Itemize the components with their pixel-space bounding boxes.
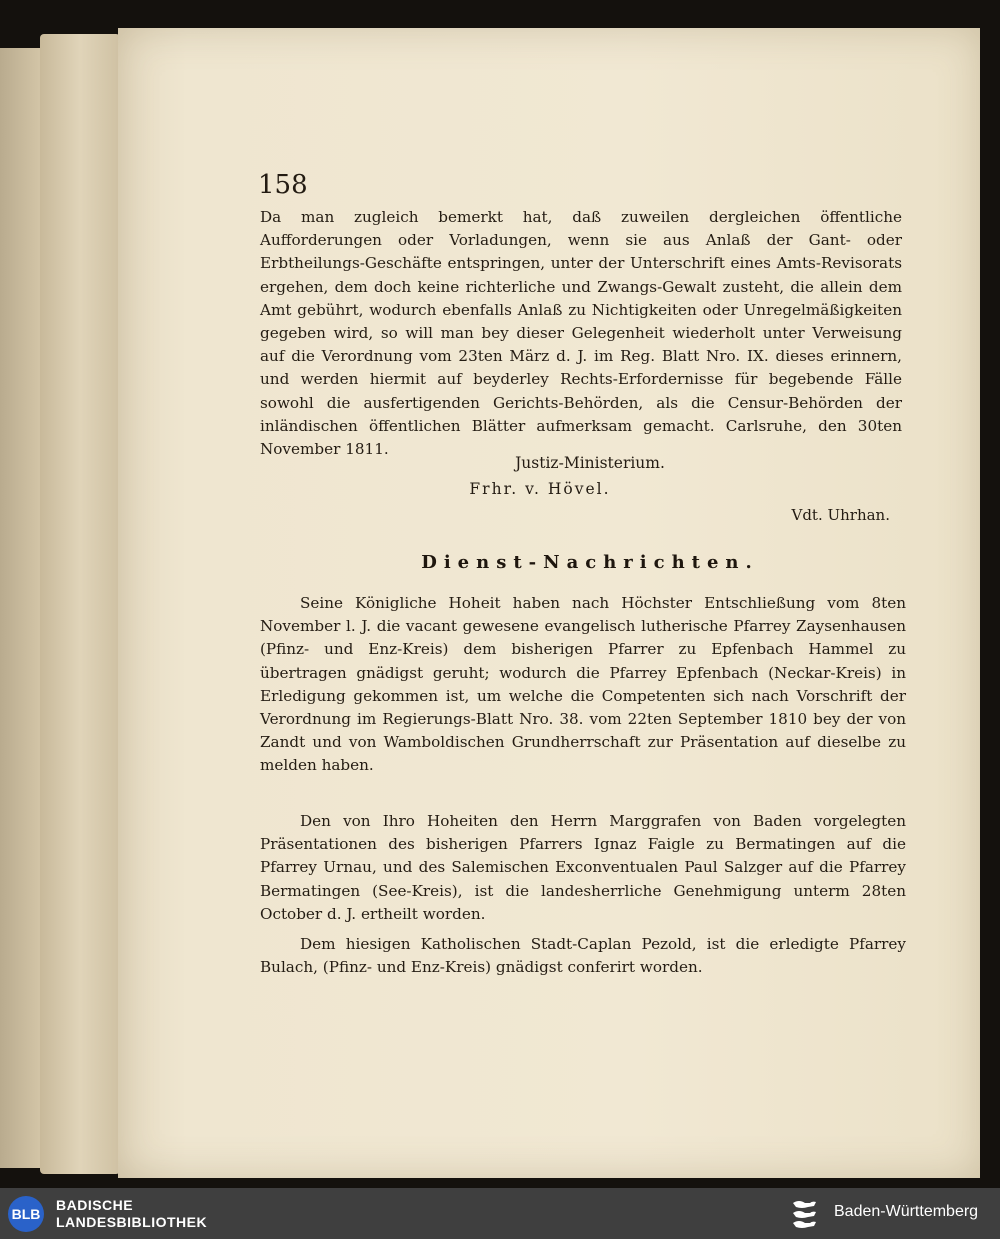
signatory: Frhr. v. Hövel. [469, 480, 611, 498]
service-news-paragraph-3: Dem hiesigen Katholischen Stadt-Caplan Pezold, ist die erledigte Pfarrey Bulach, (Pfinz- und Enz-Kreis) gnädigst conferirt worden. [260, 935, 906, 977]
notice-paragraph: Da man zugleich bemerkt hat, daß zuweilen dergleichen öffentliche Aufforderungen oder Vorladungen, wenn sie aus Anlaß der Gant- oder Erbtheilungs-Geschäfte entspringen, unter der Unterschrift eines Amts-Revisorats ergehen, dem doch keine richterliche und Zwangs-Gewalt zusteht, die allein dem Amt gebührt, wodurch ebenfalls Anlaß zu Nichtigkeiten oder Unregelmäßigkeiten gegeben wird, so will man bey dieser Gelegenheit wiederholt unter Verweisung auf die Verordnung vom 23ten März d. J. im Reg. Blatt Nro. IX. dieses erinnern, und werden hiermit auf beyderley Rechts-Erfordernisse für begebende Fälle sowohl die ausfertigenden Gerichts-Behörden, als die Censur-Behörden der inländischen öffentlichen Blätter aufmerksam gemacht. Carlsruhe, den 30ten November 1811. [260, 208, 902, 459]
lions-crest-icon[interactable] [790, 1197, 824, 1231]
state-name[interactable]: Baden-Württemberg [834, 1203, 979, 1220]
page-number: 158 [258, 170, 308, 200]
blb-logo[interactable]: BLB [8, 1196, 44, 1232]
section-heading: Dienst-Nachrichten. [421, 552, 759, 573]
ministry-name: Justiz-Ministerium. [515, 454, 665, 472]
library-name-line1: BADISCHE [56, 1197, 134, 1213]
vidit-signature: Vdt. Uhrhan. [791, 506, 890, 524]
service-news-paragraph-1: Seine Königliche Hoheit haben nach Höchster Entschließung vom 8ten November l. J. die vacant gewesene evangelisch lutherische Pfarrey Zaysenhausen (Pfinz- und Enz-Kreis) dem bisherigen Pfarrer zu Epfenbach Hammel zu übertragen gnädigst geruht; wodurch die Pfarrey Epfenbach (Neckar-Kreis) in Erledigung gekommen ist, um welche die Competenten sich nach Vorschrift der Verordnung im Regierungs-Blatt Nro. 38. vom 22ten September 1810 bey der von Zandt und von Wamboldischen Grundherrschaft zur Präsentation auf dieselbe zu melden haben. [260, 594, 906, 775]
service-news-paragraph-2: Den von Ihro Hoheiten den Herrn Marggrafen von Baden vorgelegten Präsentationen des bisherigen Pfarrers Ignaz Faigle zu Bermatingen auf die Pfarrey Urnau, und des Salemischen Exconventualen Paul Salzger auf die Pfarrey Bermatingen (See-Kreis), ist die landesherrliche Genehmigung unterm 28ten October d. J. ertheilt worden. [260, 812, 906, 923]
library-name[interactable] [56, 1197, 207, 1231]
footer-bar [0, 1188, 1000, 1239]
library-name-line2: LANDESBIBLIOTHEK [56, 1214, 208, 1230]
page-edges [40, 34, 120, 1174]
